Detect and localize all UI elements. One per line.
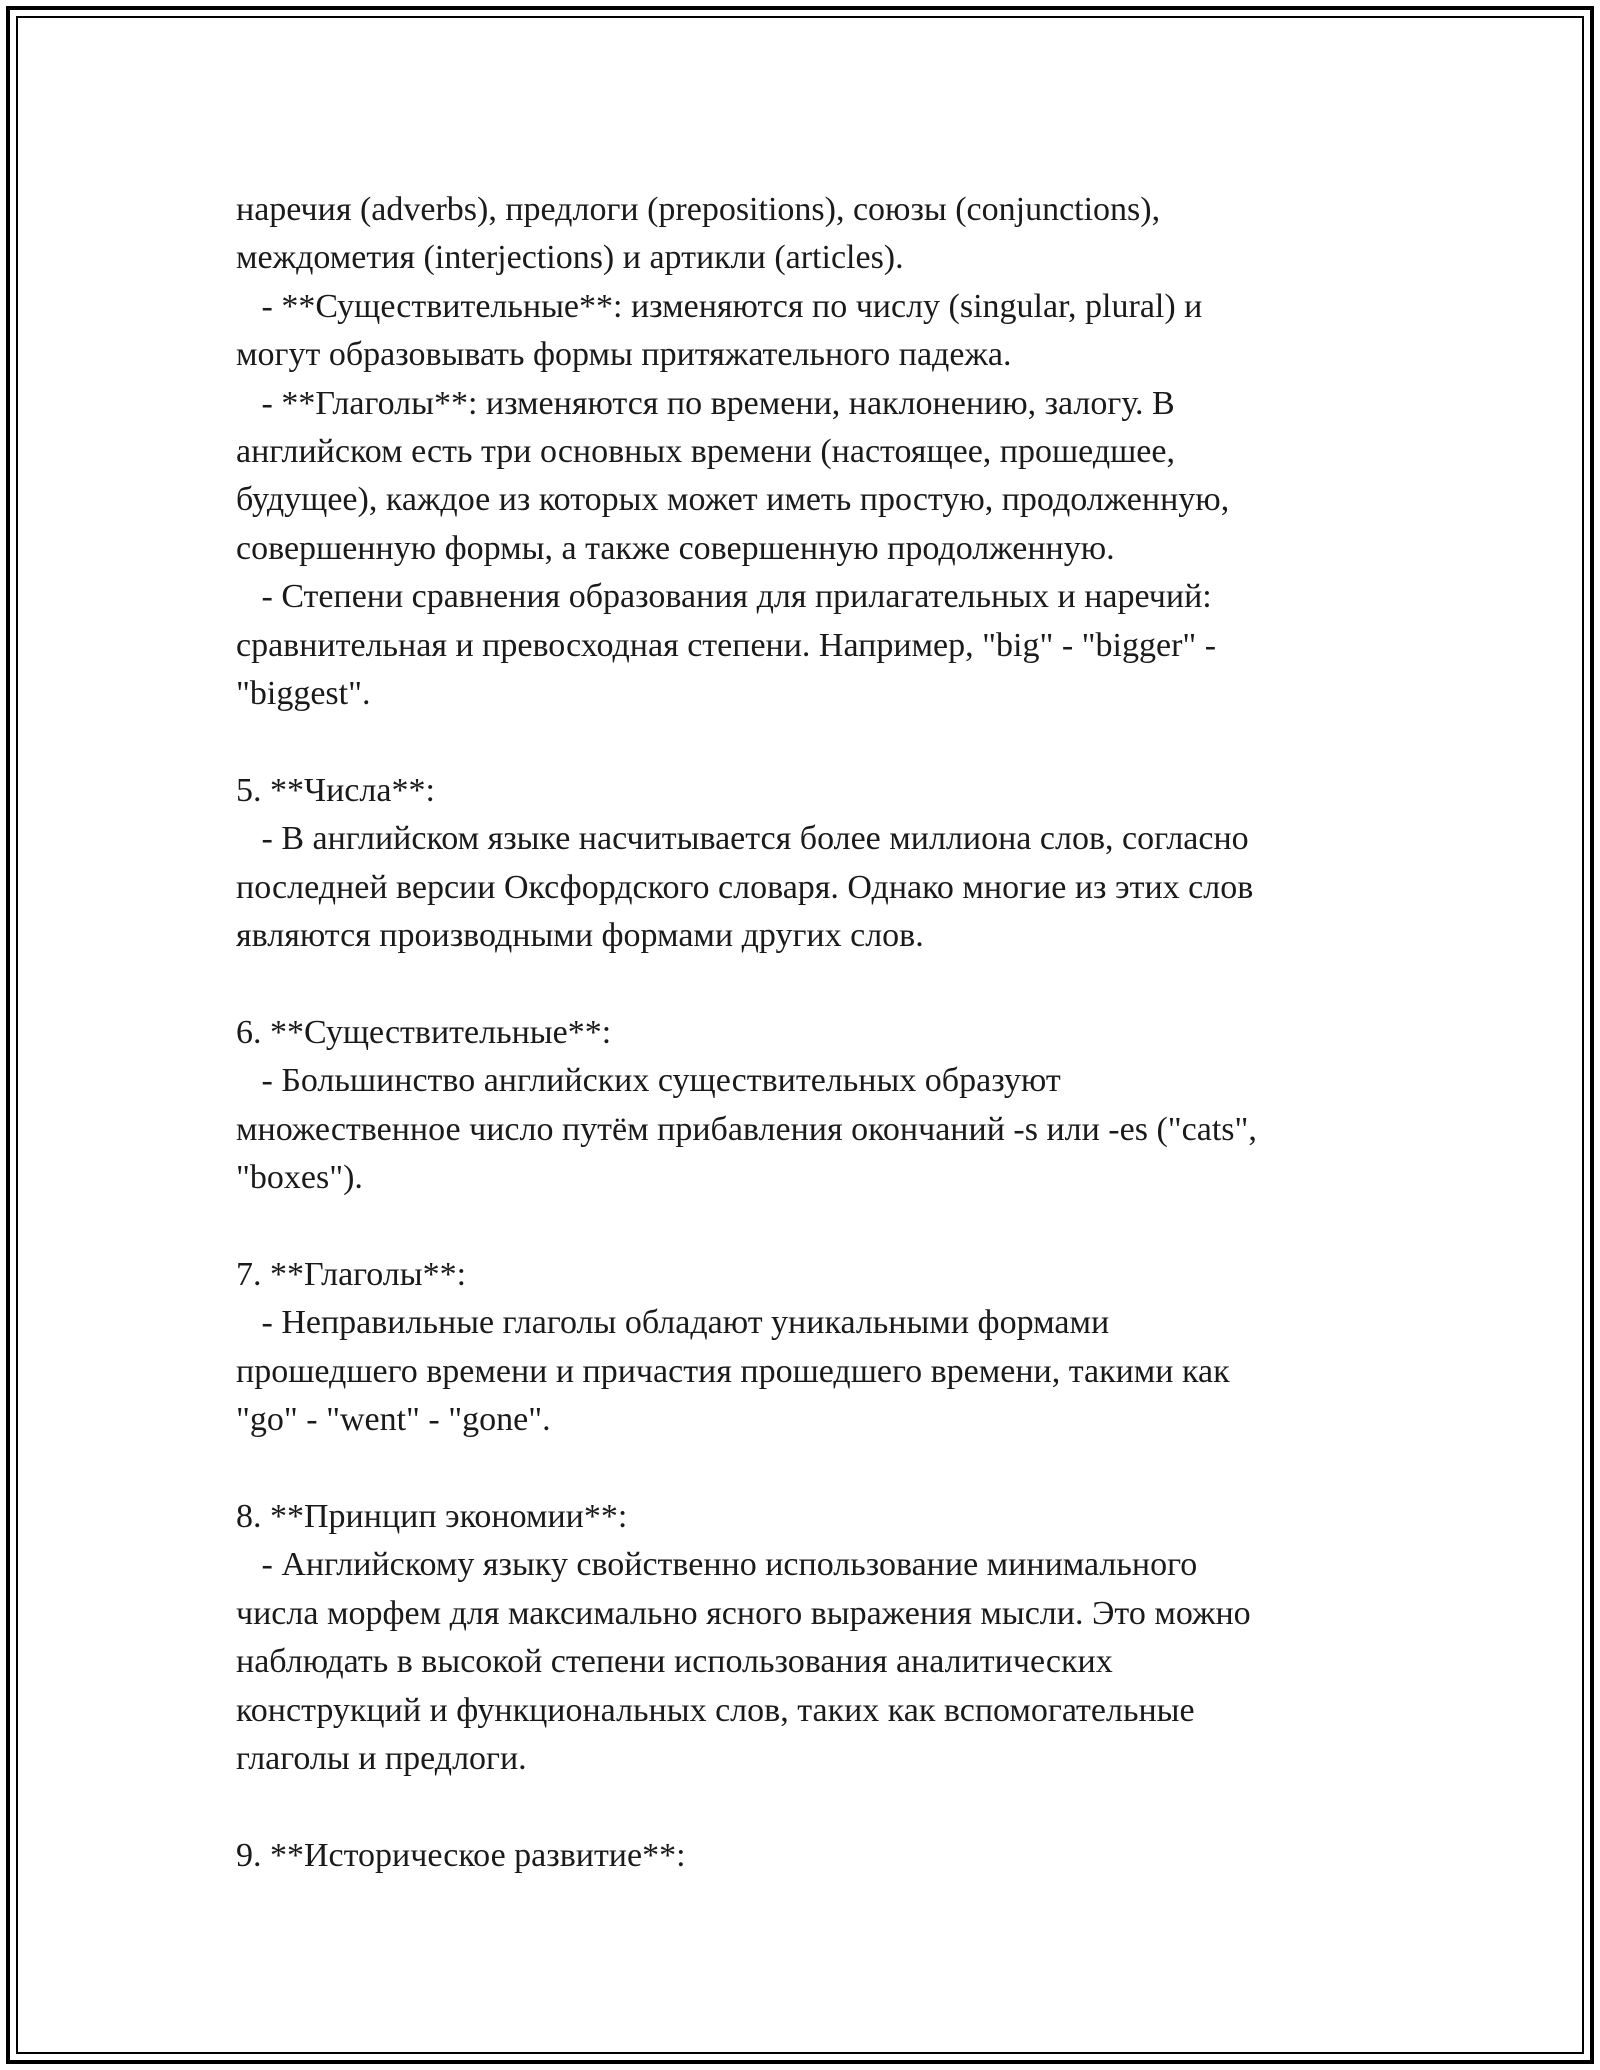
text-line: являются производными формами других слов. (236, 917, 924, 955)
section-heading: 8. **Принцип экономии**: (236, 1497, 628, 1535)
blank-line (236, 1783, 1436, 1831)
text-line: - Неправильные глаголы обладают уникальными формами (236, 1304, 1110, 1342)
text-line: - Степени сравнения образования для прилагательных и наречий: (236, 578, 1212, 616)
text-line: глаголы и предлоги. (236, 1739, 527, 1777)
text-line: "biggest". (236, 675, 371, 713)
document-body (236, 186, 1436, 1880)
text-line: прошедшего времени и причастия прошедшего времени, такими как (236, 1352, 1230, 1390)
text-line: совершенную формы, а также совершенную продолженную. (236, 529, 1115, 567)
text-line: - **Существительные**: изменяются по числу (singular, plural) и (236, 287, 1203, 325)
text-line: "boxes"). (236, 1159, 363, 1197)
text-line: - Большинство английских существительных образуют (236, 1062, 1061, 1100)
section-heading: 5. **Числа**: (236, 771, 435, 809)
section-heading: 9. **Историческое развитие**: (236, 1836, 686, 1874)
text-line: сравнительная и превосходная степени. Например, "big" - "bigger" - (236, 626, 1217, 664)
blank-line (236, 960, 1436, 1008)
text-line: английском есть три основных времени (настоящее, прошедшее, (236, 433, 1175, 471)
blank-line (236, 718, 1436, 766)
text-line: - Английскому языку свойственно использование минимального (236, 1546, 1198, 1584)
text-line: - **Глаголы**: изменяются по времени, наклонению, залогу. В (236, 384, 1175, 422)
text-line: числа морфем для максимально ясного выражения мысли. Это можно (236, 1594, 1251, 1632)
text-line: конструкций и функциональных слов, таких как вспомогательные (236, 1691, 1195, 1729)
text-line: множественное число путём прибавления окончаний -s или -es ("cats", (236, 1110, 1257, 1148)
text-line: междометия (interjections) и артикли (articles). (236, 239, 904, 277)
text-line: - В английском языке насчитывается более миллиона слов, согласно (236, 820, 1249, 858)
text-line: наблюдать в высокой степени использования аналитических (236, 1643, 1113, 1681)
text-line: наречия (adverbs), предлоги (prepositions), союзы (conjunctions), (236, 191, 1161, 228)
text-line: "go" - "went" - "gone". (236, 1401, 551, 1439)
section-heading: 7. **Глаголы**: (236, 1255, 467, 1293)
text-line: будущее), каждое из которых может иметь простую, продолженную, (236, 481, 1230, 519)
text-line: могут образовывать формы притяжательного падежа. (236, 336, 1012, 374)
blank-line (236, 1445, 1436, 1493)
blank-line (236, 1203, 1436, 1251)
section-heading: 6. **Существительные**: (236, 1013, 612, 1051)
text-line: последней версии Оксфордского словаря. Однако многие из этих слов (236, 868, 1254, 906)
